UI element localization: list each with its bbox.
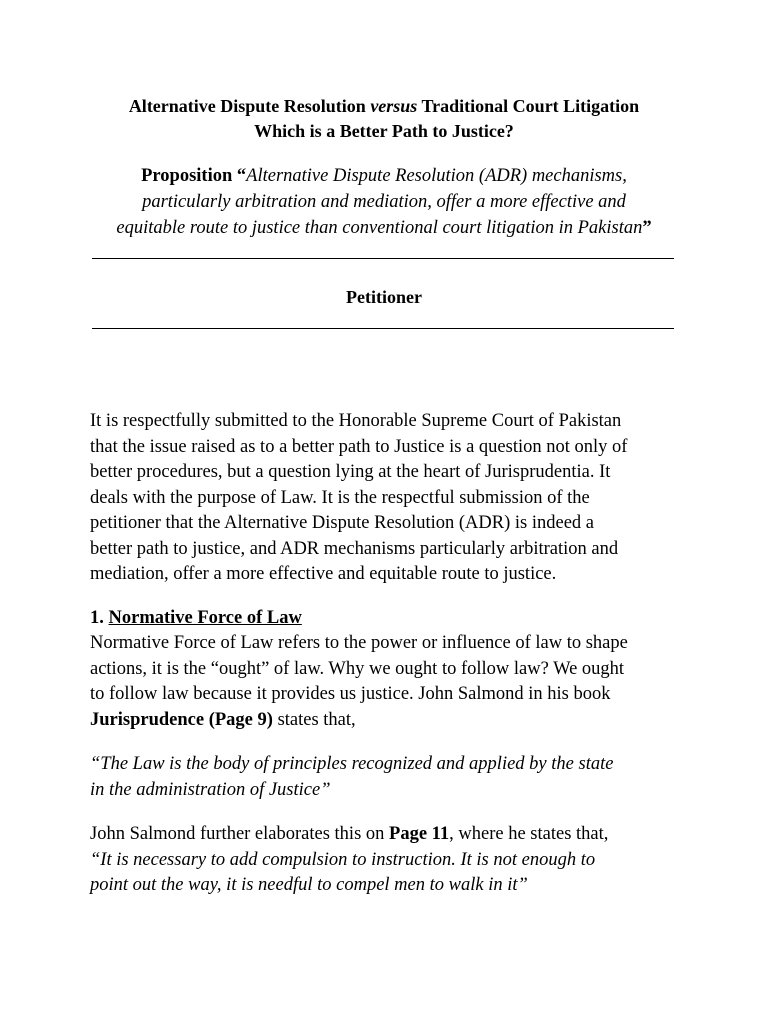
divider-top: [92, 258, 674, 259]
section-line: Normative Force of Law refers to the power or influence of law to shape: [90, 633, 628, 653]
quote2-line: point out the way, it is needful to compel men to walk in it”: [90, 875, 528, 895]
intro-line: deals with the purpose of Law. It is the respectful submission of the: [90, 487, 590, 508]
title-part-2: Traditional Court Litigation: [417, 96, 640, 116]
intro-line: better procedures, but a question lying at the heart of Jurisprudentia. It: [90, 462, 611, 482]
book-reference-suffix: states that,: [272, 709, 356, 730]
intro-line: that the issue raised as to a better path to Justice is a question not only of: [90, 436, 628, 457]
further-line: [90, 822, 690, 848]
page-reference: Page 11: [389, 824, 450, 844]
further-prefix: John Salmond further elaborates this on: [90, 824, 390, 844]
proposition-close-quote: ”: [642, 218, 652, 238]
title-versus: versus: [370, 96, 418, 116]
proposition-line-1: [60, 163, 708, 189]
intro-line: better path to justice, and ADR mechanisms particularly arbitration and: [90, 538, 619, 559]
section-title: Normative Force of Law: [108, 608, 302, 628]
section-line: to follow law because it provides us justice. John Salmond in his book: [90, 684, 611, 704]
proposition-text-3: equitable route to justice than conventional court litigation in Pakistan: [116, 218, 643, 238]
quote-line: in the administration of Justice”: [90, 779, 331, 800]
book-reference: Jurisprudence (Page 9): [90, 709, 273, 730]
proposition-line-3: [60, 215, 708, 241]
title-part-1: Alternative Dispute Resolution: [128, 96, 371, 116]
document-title: [60, 94, 708, 144]
proposition-line-2: particularly arbitration and mediation, offer a more effective and: [142, 192, 626, 212]
party-role: Petitioner: [346, 287, 422, 307]
proposition-text-1: Alternative Dispute Resolution (ADR) mechanisms,: [246, 166, 627, 186]
section-line-citation: [90, 708, 690, 734]
title-line-2: Which is a Better Path to Justice?: [254, 121, 514, 141]
intro-paragraph: [90, 409, 690, 588]
divider-bottom: [92, 328, 674, 329]
proposition-label: Proposition “: [141, 166, 247, 186]
intro-line: petitioner that the Alternative Dispute Resolution (ADR) is indeed a: [90, 513, 595, 533]
intro-line: It is respectfully submitted to the Honorable Supreme Court of Pakistan: [90, 411, 622, 431]
section-number: 1.: [90, 608, 109, 628]
quote2-line: “It is necessary to add compulsion to instruction. It is not enough to: [90, 849, 596, 870]
salmond-further-paragraph: [90, 822, 690, 899]
salmond-quote-1: [90, 752, 690, 803]
title-line-1: [60, 94, 708, 119]
section-line: actions, it is the “ought” of law. Why we ought to follow law? We ought: [90, 658, 625, 679]
section-paragraph: [90, 631, 690, 733]
further-suffix: , where he states that,: [449, 824, 609, 844]
section-heading: [90, 606, 690, 632]
quote-line: “The Law is the body of principles recognized and applied by the state: [90, 754, 614, 774]
intro-line: mediation, offer a more effective and equitable route to justice.: [90, 564, 557, 584]
proposition: [60, 163, 708, 241]
